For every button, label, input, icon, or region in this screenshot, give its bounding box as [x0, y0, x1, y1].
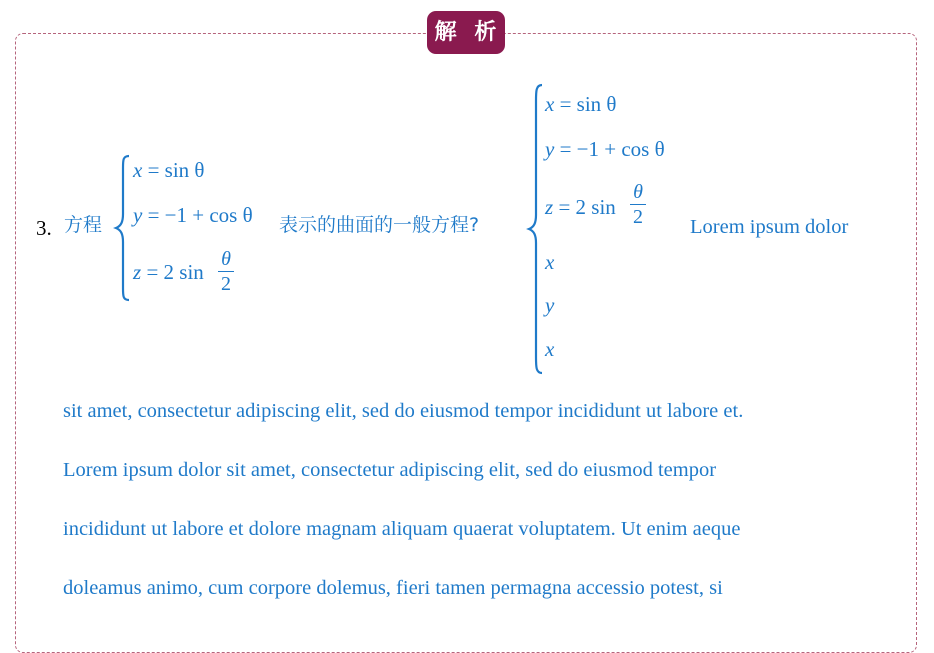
- problem-eq3: z = 2 sin: [133, 260, 204, 284]
- problem-eq2: y = −1 + cos θ: [133, 203, 253, 227]
- answer-var6: x: [545, 337, 555, 361]
- problem-brace: [114, 154, 132, 302]
- problem-question: 表示的曲面的一般方程?: [279, 214, 480, 236]
- paragraph-line-4: doleamus animo, cum corpore dolemus, fieri tamen permagna accessio potest, si: [63, 577, 723, 599]
- inline-lorem: Lorem ipsum dolor: [690, 216, 849, 238]
- solution-frame: [15, 33, 917, 653]
- paragraph-line-1: sit amet, consectetur adipiscing elit, sed do eiusmod tempor incididunt ut labore et.: [63, 400, 744, 422]
- problem-lead: 方程: [64, 214, 103, 236]
- analysis-badge: 解 析: [427, 11, 505, 54]
- answer-eq3-fraction: θ 2: [630, 182, 646, 227]
- problem-eq3-fraction: θ 2: [218, 249, 234, 294]
- answer-eq1: x = sin θ: [545, 92, 617, 116]
- answer-eq2: y = −1 + cos θ: [545, 137, 665, 161]
- answer-brace: [527, 83, 545, 375]
- answer-var5: y: [545, 293, 555, 317]
- problem-number: 3.: [36, 216, 52, 240]
- problem-eq1: x = sin θ: [133, 158, 205, 182]
- paragraph-line-3: incididunt ut labore et dolore magnam aliquam quaerat voluptatem. Ut enim aeque: [63, 518, 741, 540]
- paragraph-line-2: Lorem ipsum dolor sit amet, consectetur adipiscing elit, sed do eiusmod tempor: [63, 459, 717, 481]
- answer-var4: x: [545, 250, 555, 274]
- answer-eq3: z = 2 sin: [545, 195, 616, 219]
